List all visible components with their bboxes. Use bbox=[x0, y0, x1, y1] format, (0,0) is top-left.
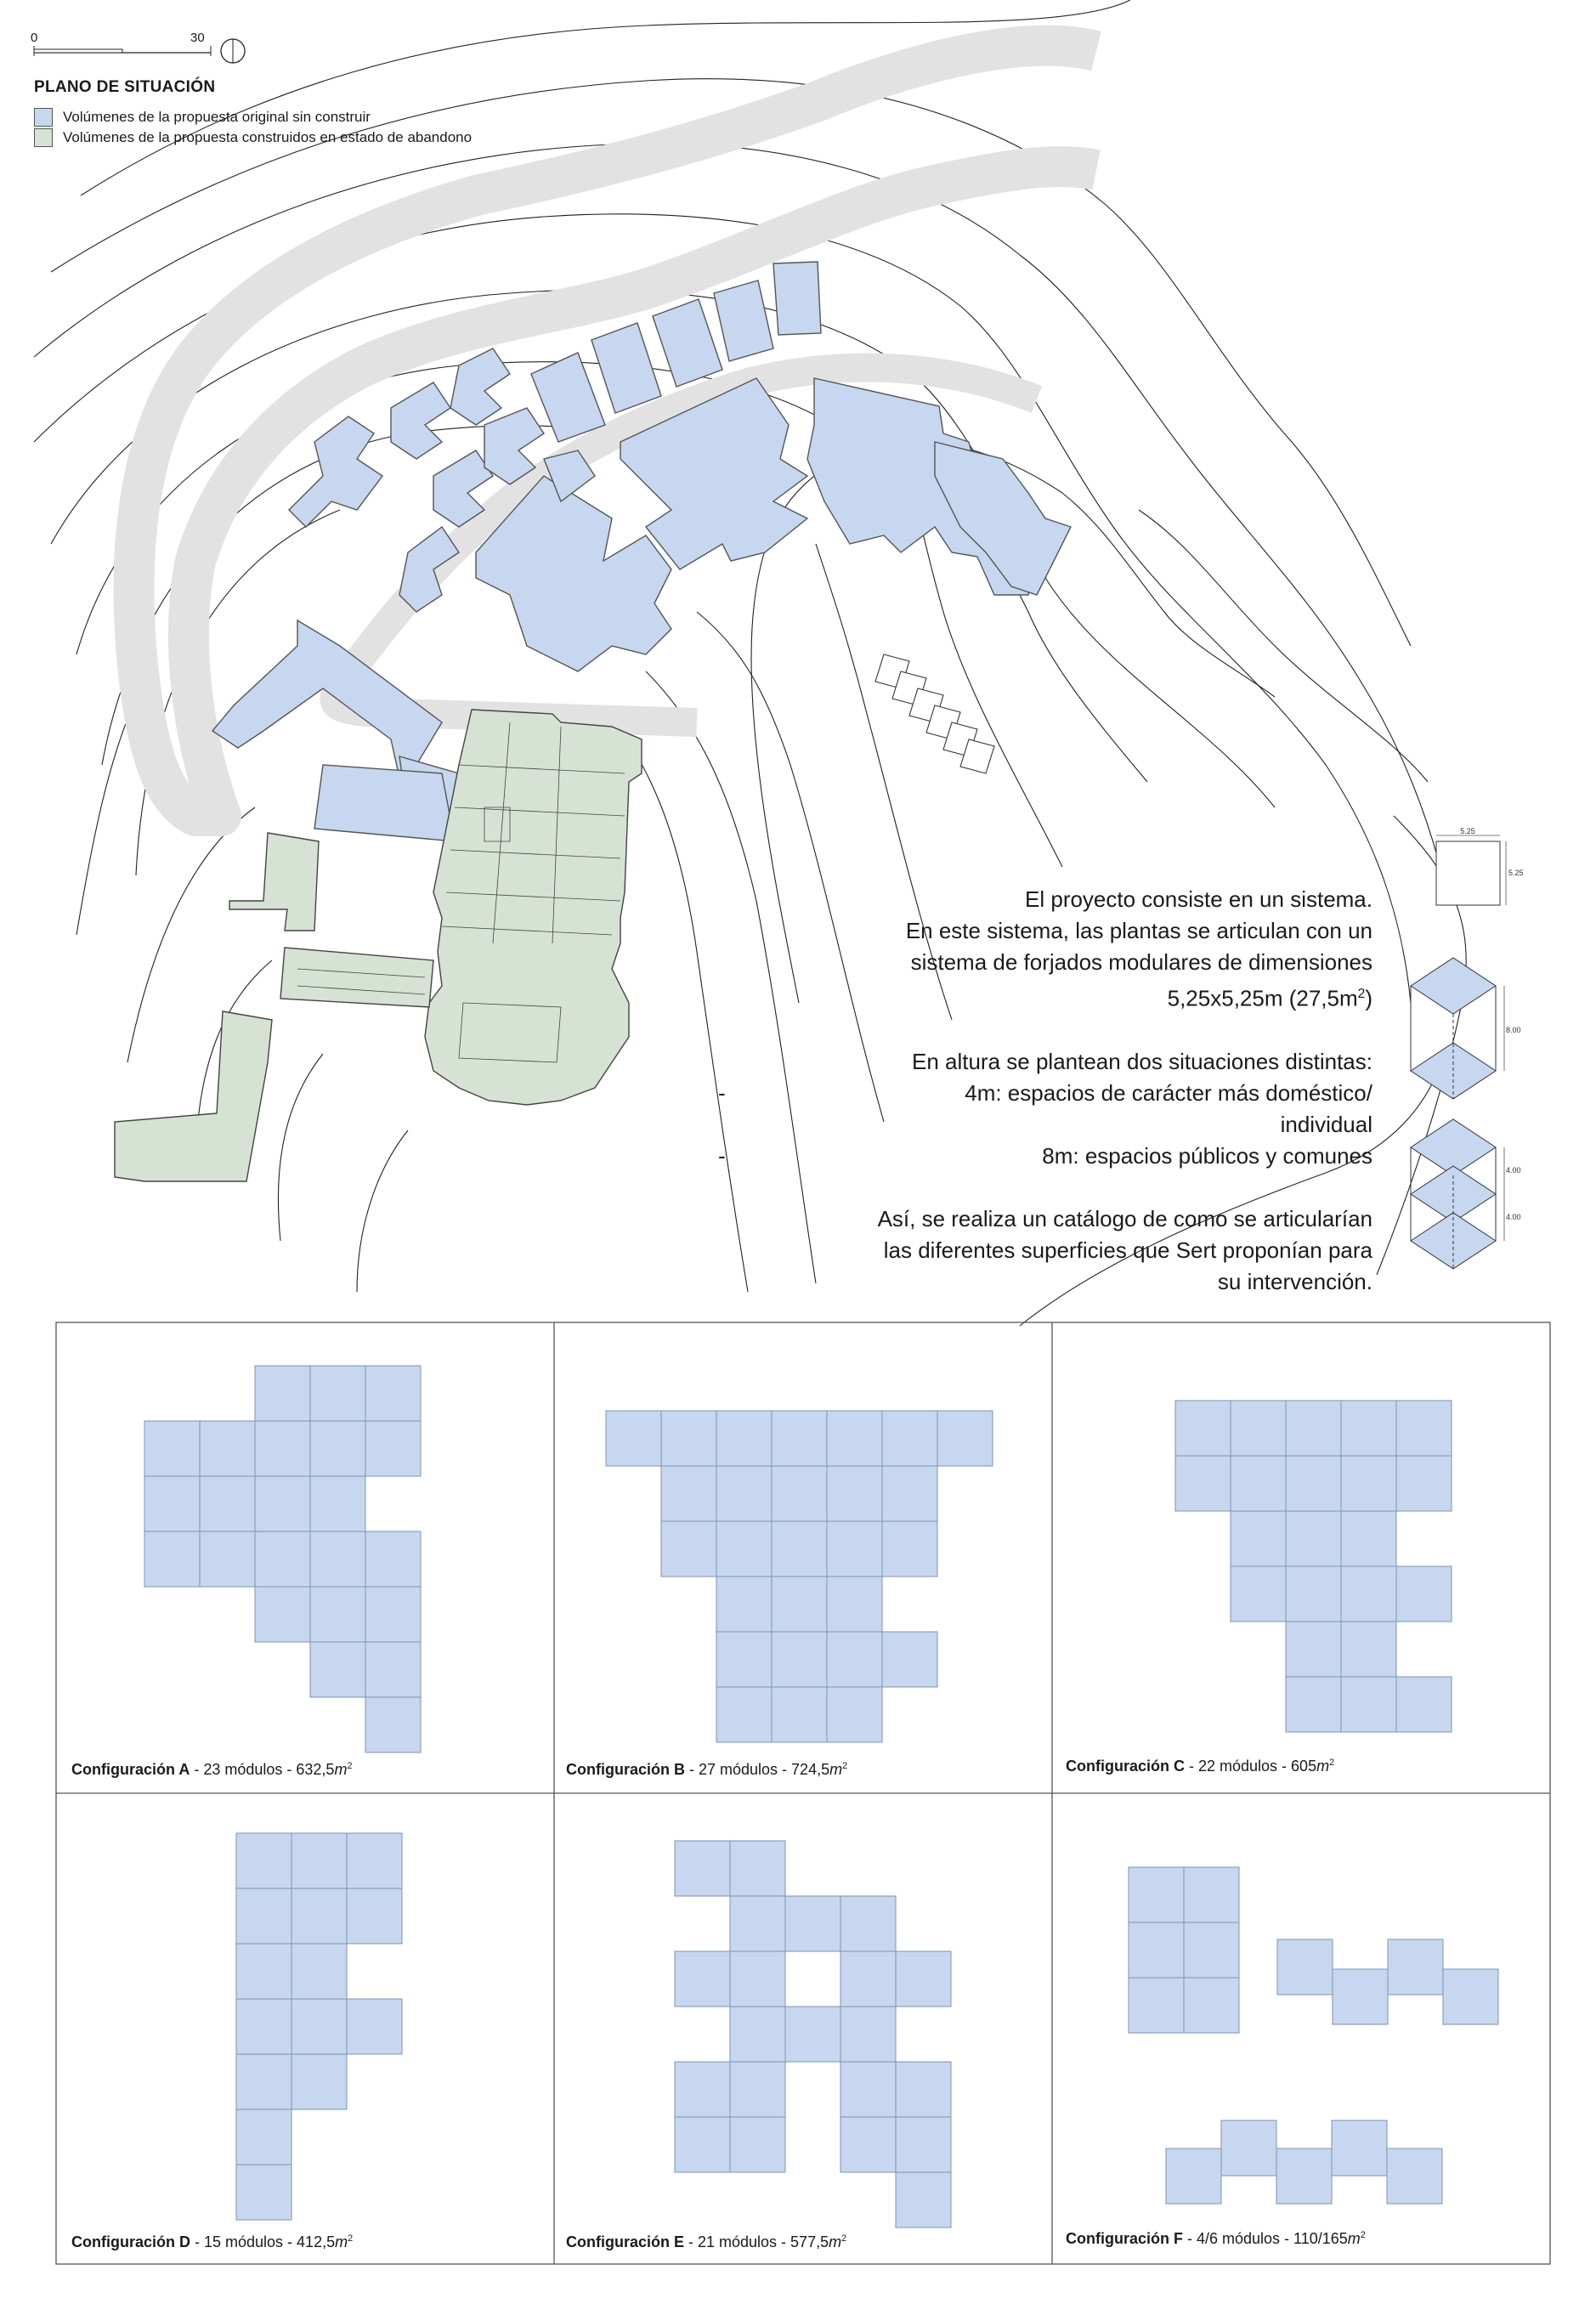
module-cell bbox=[144, 1421, 200, 1476]
module-cell bbox=[1396, 1401, 1452, 1456]
module-cell bbox=[716, 1521, 772, 1577]
desc-line: El proyecto consiste en un sistema. bbox=[1025, 886, 1372, 912]
module-cell bbox=[896, 2117, 951, 2172]
module-cell bbox=[1396, 1456, 1452, 1511]
module-cell bbox=[1129, 1978, 1184, 2033]
module-cell bbox=[772, 1521, 827, 1577]
module-cell bbox=[827, 1632, 882, 1687]
module-cell bbox=[236, 2165, 291, 2220]
module-cell bbox=[144, 1476, 200, 1531]
module-cell bbox=[840, 2007, 896, 2062]
module-cell bbox=[827, 1687, 882, 1742]
module-cell bbox=[882, 1521, 937, 1577]
module-cell bbox=[1443, 1969, 1498, 2024]
module-cell bbox=[200, 1421, 255, 1476]
module-cell bbox=[785, 1896, 840, 1951]
module-cell bbox=[236, 1833, 291, 1888]
module-cell bbox=[840, 1896, 896, 1951]
module-cell bbox=[1341, 1566, 1396, 1622]
module-cell bbox=[716, 1411, 772, 1466]
module-cell bbox=[1129, 1867, 1184, 1922]
configuration-e-grid bbox=[675, 1841, 951, 2228]
module-cell bbox=[310, 1476, 365, 1531]
module-cell bbox=[255, 1531, 310, 1587]
module-cell bbox=[675, 1951, 730, 2007]
module-cell bbox=[716, 1577, 772, 1632]
module-cell bbox=[1396, 1677, 1452, 1732]
module-cell bbox=[1286, 1511, 1341, 1566]
module-cell bbox=[144, 1531, 200, 1587]
module-cell bbox=[896, 2062, 951, 2117]
module-cell bbox=[236, 2054, 291, 2109]
module-cell bbox=[772, 1632, 827, 1687]
module-cell bbox=[255, 1366, 310, 1421]
module-cell bbox=[840, 2117, 896, 2172]
module-cell bbox=[255, 1476, 310, 1531]
module-cell bbox=[291, 1999, 347, 2054]
configuration-f-label: Configuración F - 4/6 módulos - $110/165m^2$ bbox=[1066, 2230, 1366, 2247]
module-cell bbox=[1341, 1511, 1396, 1566]
module-cell bbox=[236, 1888, 291, 1944]
legend-label: Volúmenes de la propuesta original sin construir bbox=[63, 109, 371, 125]
module-cell bbox=[200, 1531, 255, 1587]
module-cell bbox=[661, 1521, 716, 1577]
module-cell bbox=[1184, 1978, 1239, 2033]
module-cell bbox=[896, 2172, 951, 2228]
desc-line: En este sistema, las plantas se articulan con un bbox=[905, 918, 1372, 943]
configuration-d-label: Configuración D - 15 módulos - $412,5m^2$ bbox=[71, 2233, 354, 2250]
desc-line: individual bbox=[1280, 1111, 1372, 1137]
module-cell bbox=[1231, 1401, 1286, 1456]
module-cell bbox=[1396, 1566, 1452, 1622]
module-cell bbox=[1277, 1939, 1333, 1995]
module-cell bbox=[365, 1421, 421, 1476]
scale-max: 30 bbox=[190, 31, 205, 45]
module-cell bbox=[827, 1521, 882, 1577]
module-cell bbox=[785, 2007, 840, 2062]
configuration-d-grid bbox=[236, 1833, 402, 2220]
module-cell bbox=[1387, 2148, 1442, 2204]
plan-title: PLANO DE SITUACIÓN bbox=[34, 78, 216, 96]
module-cell bbox=[1341, 1622, 1396, 1677]
configuration-c-grid bbox=[1175, 1401, 1452, 1732]
configuration-c-label: Configuración C - 22 módulos - $605m^2$ bbox=[1066, 1758, 1335, 1775]
module-cell bbox=[772, 1577, 827, 1632]
module-cell bbox=[1332, 2120, 1387, 2176]
desc-line: 5,25x5,25m $(27,5m^2)$ bbox=[1167, 985, 1372, 1011]
dim-tall: 8.00 bbox=[1506, 1026, 1521, 1034]
desc-bullet: - 4m: espacios de carácter más doméstico/ bbox=[718, 1079, 1372, 1106]
module-cell bbox=[730, 1896, 785, 1951]
module-cell bbox=[347, 1888, 402, 1944]
module-cell bbox=[310, 1366, 365, 1421]
configuration-a-label: Configuración A - 23 módulos - $632,5m^2$ bbox=[71, 1761, 353, 1778]
module-cell bbox=[730, 1951, 785, 2007]
desc-bullet: - 8m: espacios públicos y comunes bbox=[718, 1142, 1372, 1169]
module-cell bbox=[347, 1999, 402, 2054]
module-cell bbox=[937, 1411, 993, 1466]
module-cell bbox=[1221, 2120, 1276, 2176]
module-cell bbox=[772, 1411, 827, 1466]
module-cell bbox=[675, 2117, 730, 2172]
desc-line: sistema de forjados modulares de dimensiones bbox=[910, 949, 1372, 975]
module-cell bbox=[365, 1531, 421, 1587]
module-cell bbox=[1175, 1456, 1231, 1511]
module-cell bbox=[236, 1944, 291, 1999]
configuration-f-grid bbox=[1129, 1867, 1498, 2204]
module-cell bbox=[291, 1833, 347, 1888]
module-cell bbox=[236, 2109, 291, 2165]
module-cell bbox=[661, 1466, 716, 1521]
module-cell bbox=[882, 1466, 937, 1521]
module-cell bbox=[1341, 1456, 1396, 1511]
desc-line: En altura se plantean dos situaciones distintas: bbox=[911, 1048, 1372, 1074]
module-cell bbox=[365, 1642, 421, 1697]
module-cell bbox=[1286, 1622, 1341, 1677]
module-cell bbox=[840, 2062, 896, 2117]
module-cell bbox=[255, 1587, 310, 1642]
module-cell bbox=[365, 1697, 421, 1752]
module-cell bbox=[1129, 1922, 1184, 1978]
module-cell bbox=[236, 1999, 291, 2054]
module-cell bbox=[291, 1944, 347, 1999]
module-cell bbox=[730, 2007, 785, 2062]
dim-upper: 4.00 bbox=[1506, 1166, 1521, 1175]
module-cell bbox=[716, 1466, 772, 1521]
module-cell bbox=[882, 1411, 937, 1466]
module-cell bbox=[1286, 1677, 1341, 1732]
module-cell bbox=[365, 1587, 421, 1642]
module-cell bbox=[1341, 1677, 1396, 1732]
module-cell bbox=[716, 1632, 772, 1687]
module-cell bbox=[1231, 1566, 1286, 1622]
module-cell bbox=[730, 1841, 785, 1896]
module-cell bbox=[896, 1951, 951, 2007]
module-cell bbox=[1388, 1939, 1443, 1995]
module-cell bbox=[1166, 2148, 1221, 2204]
module-cell bbox=[772, 1466, 827, 1521]
module-cell bbox=[291, 1888, 347, 1944]
module-cell bbox=[840, 1951, 896, 2007]
legend-label: Volúmenes de la propuesta construidos en estado de abandono bbox=[63, 129, 473, 145]
module-cell bbox=[1184, 1867, 1239, 1922]
module-cell bbox=[1276, 2148, 1332, 2204]
module-cell bbox=[675, 1841, 730, 1896]
module-cell bbox=[1231, 1456, 1286, 1511]
dim-top: 5.25 bbox=[1460, 827, 1475, 835]
desc-line: Así, se realiza un catálogo de como se articularían bbox=[877, 1205, 1372, 1231]
module-cell bbox=[291, 2054, 347, 2109]
module-cell bbox=[310, 1642, 365, 1697]
module-cell bbox=[310, 1587, 365, 1642]
configuration-a-grid bbox=[144, 1366, 421, 1752]
module-cell bbox=[1333, 1969, 1388, 2024]
module-cell bbox=[347, 1833, 402, 1888]
module-cell bbox=[827, 1411, 882, 1466]
module-cell bbox=[1286, 1401, 1341, 1456]
scale-zero: 0 bbox=[31, 31, 38, 45]
dim-lower: 4.00 bbox=[1506, 1213, 1521, 1221]
module-cell bbox=[200, 1476, 255, 1531]
configuration-b-label: Configuración B - 27 módulos - $724,5m^2$ bbox=[566, 1761, 848, 1778]
module-cell bbox=[310, 1421, 365, 1476]
module-cell bbox=[606, 1411, 661, 1466]
desc-line: las diferentes superficies que Sert proponían para bbox=[883, 1237, 1372, 1263]
module-cell bbox=[730, 2117, 785, 2172]
module-cell bbox=[882, 1632, 937, 1687]
module-cell bbox=[1341, 1401, 1396, 1456]
module-cell bbox=[716, 1687, 772, 1742]
module-cell bbox=[827, 1577, 882, 1632]
module-cell bbox=[675, 2062, 730, 2117]
module-cell bbox=[827, 1466, 882, 1521]
configuration-b-grid bbox=[606, 1411, 993, 1742]
dim-side: 5.25 bbox=[1508, 869, 1524, 877]
module-cell bbox=[255, 1421, 310, 1476]
module-cell bbox=[1286, 1566, 1341, 1622]
module-cell bbox=[772, 1687, 827, 1742]
module-cell bbox=[310, 1531, 365, 1587]
module-cell bbox=[1184, 1922, 1239, 1978]
module-cell bbox=[1175, 1401, 1231, 1456]
module-cell bbox=[730, 2062, 785, 2117]
module-cell bbox=[1286, 1456, 1341, 1511]
module-cell bbox=[661, 1411, 716, 1466]
desc-line: su intervención. bbox=[1217, 1268, 1372, 1294]
configuration-e-label: Configuración E - 21 módulos - $577,5m^2$ bbox=[566, 2233, 847, 2250]
module-cell bbox=[365, 1366, 421, 1421]
module-cell bbox=[1231, 1511, 1286, 1566]
